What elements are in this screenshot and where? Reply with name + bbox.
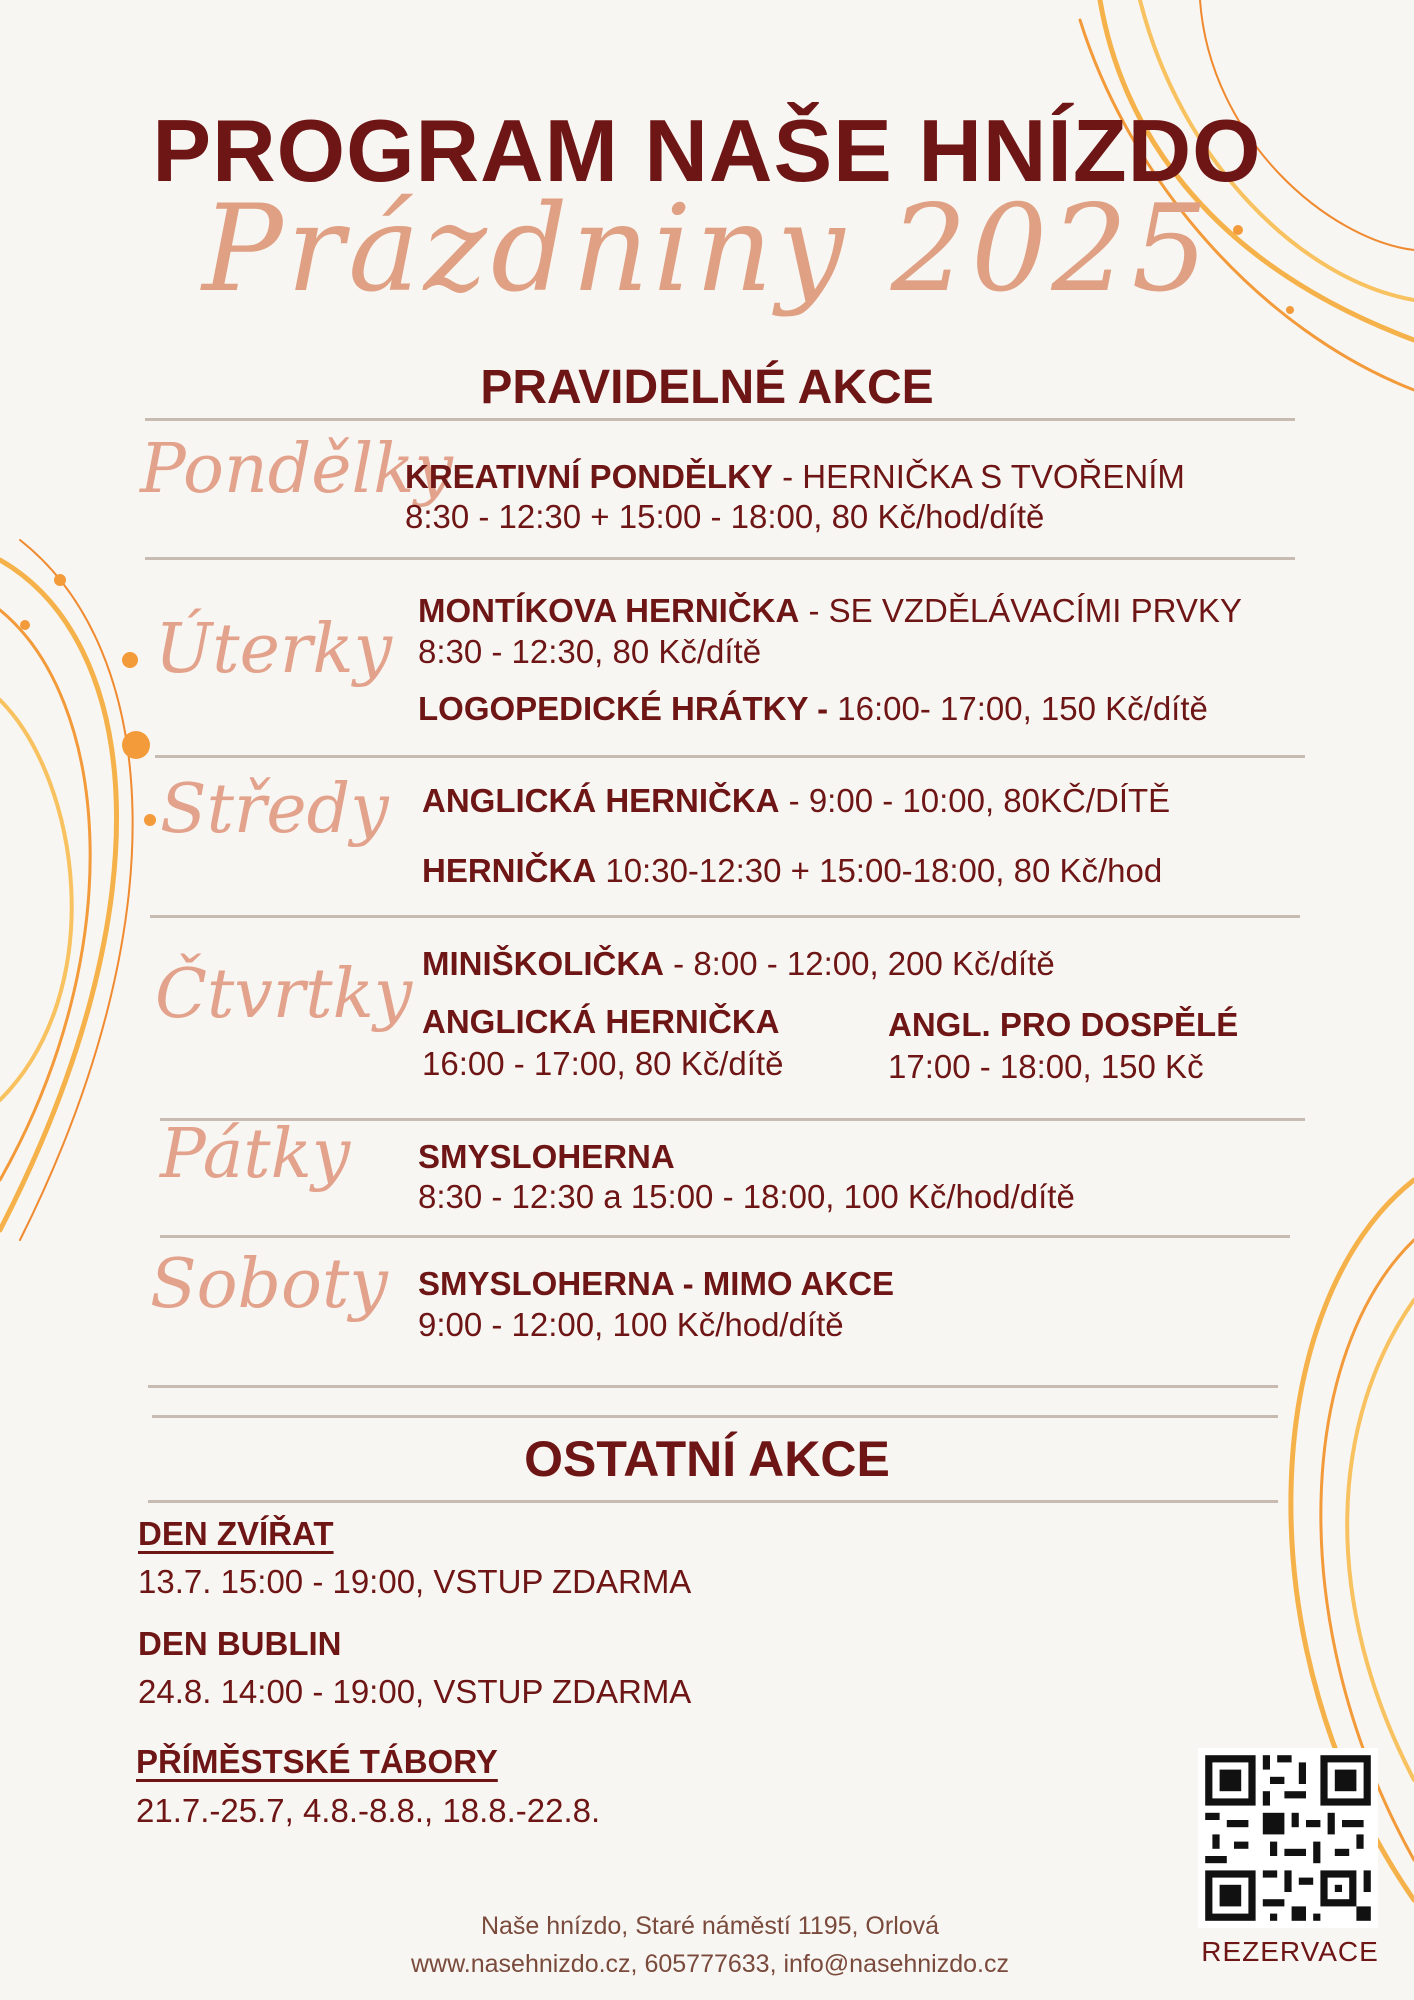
- schedule-line: 8:30 - 12:30, 80 Kč/dítě: [418, 633, 762, 670]
- day-monday: Pondělky: [140, 430, 453, 509]
- divider: [148, 1500, 1278, 1503]
- day-tuesday: Úterky: [155, 610, 393, 689]
- event-detail: 13.7. 15:00 - 19:00, VSTUP ZDARMA: [138, 1563, 692, 1600]
- divider: [155, 755, 1305, 758]
- day-thursday: Čtvrtky: [155, 955, 413, 1034]
- qr-code[interactable]: [1198, 1748, 1378, 1928]
- schedule-line: HERNIČKA 10:30-12:30 + 15:00-18:00, 80 Kč/hod: [422, 852, 1163, 889]
- regular-heading: PRAVIDELNÉ AKCE: [480, 361, 934, 414]
- event-name: PŘÍMĚSTSKÉ TÁBORY: [136, 1743, 498, 1780]
- footer-address: Naše hnízdo, Staré náměstí 1195, Orlová: [480, 1912, 940, 1940]
- day-saturday: Soboty: [150, 1245, 388, 1324]
- day-friday: Pátky: [160, 1115, 351, 1194]
- divider: [145, 418, 1295, 421]
- divider: [150, 915, 1300, 918]
- schedule-line: MONTÍKOVA HERNIČKA - SE VZDĚLÁVACÍMI PRVKY: [418, 592, 1242, 629]
- other-heading: OSTATNÍ AKCE: [524, 1431, 890, 1487]
- qr-label: REZERVACE: [1201, 1936, 1379, 1967]
- schedule-line: KREATIVNÍ PONDĚLKY - HERNIČKA S TVOŘENÍM: [405, 458, 1185, 495]
- divider: [152, 1415, 1278, 1418]
- script-subtitle: Prázdniny 2025: [202, 180, 1212, 319]
- schedule-line: 17:00 - 18:00, 150 Kč: [888, 1048, 1204, 1085]
- event-name: DEN ZVÍŘAT: [138, 1515, 334, 1552]
- schedule-line: ANGLICKÁ HERNIČKA: [422, 1003, 780, 1040]
- schedule-line: MINIŠKOLIČKA - 8:00 - 12:00, 200 Kč/dítě: [422, 945, 1055, 982]
- schedule-line: 8:30 - 12:30 a 15:00 - 18:00, 100 Kč/hod/dítě: [418, 1178, 1075, 1215]
- event-detail: 24.8. 14:00 - 19:00, VSTUP ZDARMA: [138, 1673, 692, 1710]
- schedule-line: 9:00 - 12:00, 100 Kč/hod/dítě: [418, 1306, 844, 1343]
- schedule-line: 16:00 - 17:00, 80 Kč/dítě: [422, 1045, 784, 1082]
- footer-contacts: www.nasehnizdo.cz, 605777633, info@nasehnizdo.cz: [411, 1950, 1009, 1978]
- schedule-line: SMYSLOHERNA: [418, 1138, 675, 1175]
- schedule-line: 8:30 - 12:30 + 15:00 - 18:00, 80 Kč/hod/dítě: [405, 498, 1045, 535]
- schedule-line: ANGL. PRO DOSPĚLÉ: [888, 1006, 1239, 1043]
- day-wednesday: Středy: [160, 770, 389, 849]
- schedule-line: SMYSLOHERNA - MIMO AKCE: [418, 1265, 895, 1302]
- schedule-line: ANGLICKÁ HERNIČKA - 9:00 - 10:00, 80KČ/DÍTĚ: [422, 782, 1171, 819]
- divider: [145, 557, 1295, 560]
- event-name: DEN BUBLIN: [138, 1625, 342, 1662]
- page-title: PROGRAM NAŠE HNÍZDO: [152, 101, 1262, 200]
- schedule-line: LOGOPEDICKÉ HRÁTKY - 16:00- 17:00, 150 Kč/dítě: [418, 690, 1208, 727]
- event-detail: 21.7.-25.7, 4.8.-8.8., 18.8.-22.8.: [136, 1792, 601, 1829]
- divider: [148, 1385, 1278, 1388]
- divider: [160, 1235, 1290, 1238]
